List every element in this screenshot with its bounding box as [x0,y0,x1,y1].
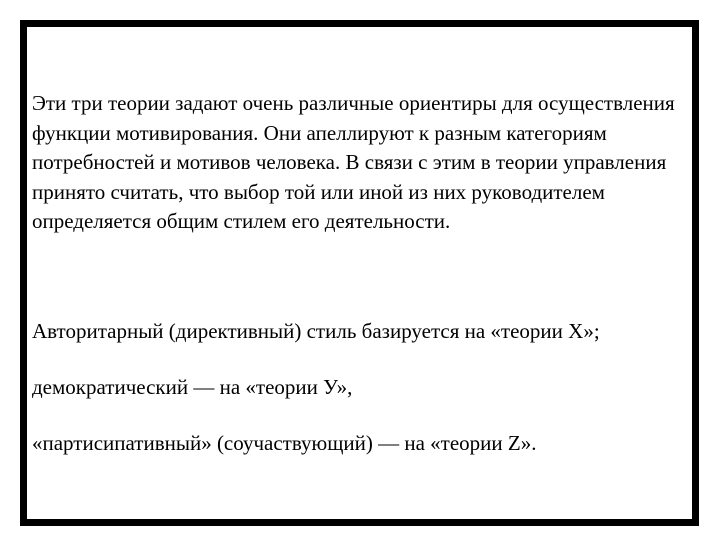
style-line-democratic: демократический — на «теории У», [32,375,353,399]
style-line-participative: «партисипативный» (соучаствующий) — на «теории Z». [32,431,537,455]
style-line-authoritarian: Авторитарный (директивный) стиль базируется на «теории X»; [32,319,600,343]
intro-paragraph: Эти три теории задают очень различные ориентиры для осуществления функции мотивирования. Они апеллируют к разным категориям потребностей и мотивов человека. В связи с этим в теории управления принято считать, что выбор той или иной из них руководителем определяется общим стилем его деятельности. [32,91,675,233]
